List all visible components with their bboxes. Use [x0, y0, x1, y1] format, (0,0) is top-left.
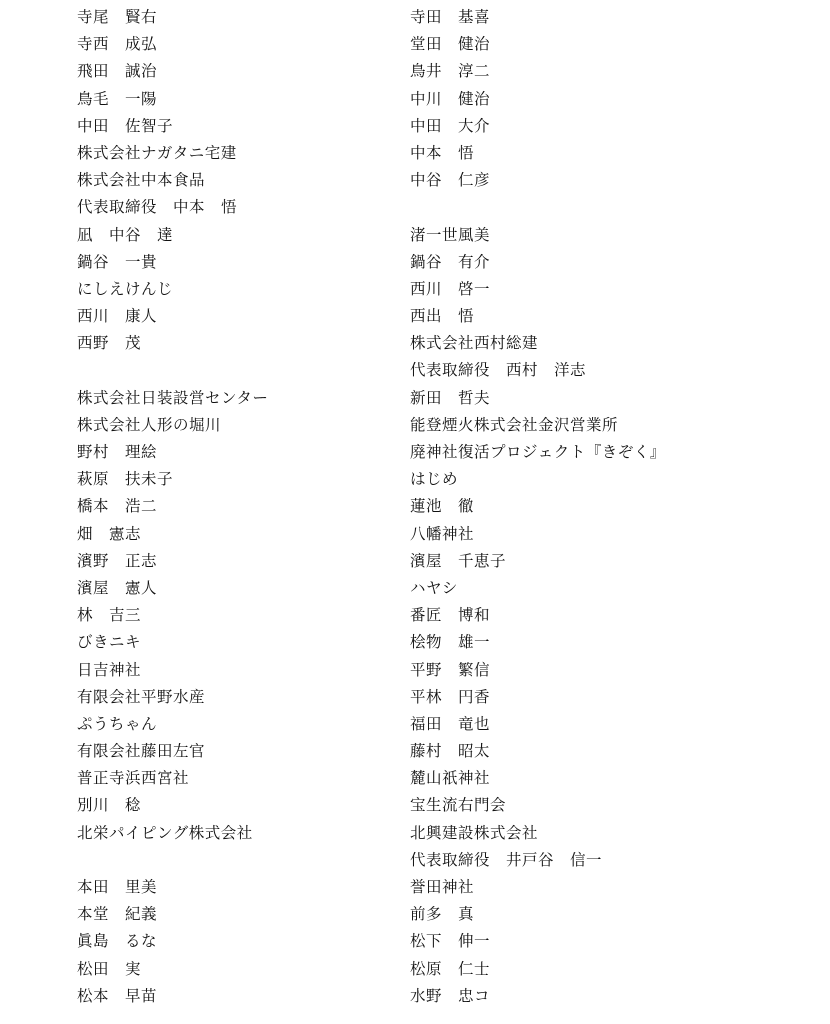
- name-entry: 西川 康人: [77, 307, 158, 326]
- name-entry: 橋本 浩二: [77, 497, 158, 516]
- name-entry: 松原 仁士: [410, 959, 491, 978]
- right-name-column: [410, 4, 770, 1010]
- name-entry: 桧物 雄一: [410, 633, 491, 652]
- name-entry: 本田 里美: [77, 878, 158, 896]
- name-entry: 平林 円香: [410, 687, 491, 706]
- name-entry: 中川 健治: [410, 89, 491, 108]
- name-entry: 松本 早苗: [77, 986, 158, 1005]
- name-entry: 有限会社平野水産: [77, 687, 206, 706]
- name-entry: 代表取締役 西村 洋志: [410, 361, 587, 380]
- name-entry: 廃神社復活プロジェクト『きぞく』: [410, 443, 666, 461]
- name-entry: 西野 茂: [77, 334, 142, 353]
- name-entry: はじめ: [410, 470, 459, 489]
- name-entry: 株式会社中本食品: [77, 171, 206, 190]
- name-entry: 萩原 扶未子: [77, 470, 174, 489]
- name-entry: 蓮池 徹: [410, 497, 475, 516]
- name-entry: 飛田 誠治: [77, 62, 158, 81]
- name-entry: 北興建設株式会社: [410, 823, 539, 842]
- name-entry: 中本 悟: [410, 143, 475, 162]
- name-entry: 福田 竜也: [410, 714, 491, 733]
- name-entry: 西出 悟: [410, 307, 475, 326]
- name-entry: 普正寺浜西宮社: [77, 769, 190, 788]
- name-entry: 宝生流右門会: [410, 796, 507, 815]
- name-entry: 鳥毛 一陽: [77, 89, 158, 108]
- name-entry: 鳥井 淳二: [410, 62, 491, 81]
- name-entry: びきニキ: [77, 633, 142, 652]
- name-entry: 別川 稔: [77, 796, 142, 815]
- name-entry: 有限会社藤田左官: [77, 742, 206, 761]
- name-entry: [77, 847, 437, 874]
- name-entry: 眞島 るな: [77, 932, 158, 951]
- name-entry: 西川 啓一: [410, 279, 491, 298]
- name-entry: 麓山祇神社: [410, 769, 491, 788]
- name-entry: 凪 中谷 達: [77, 225, 174, 244]
- name-entry: 代表取締役 中本 悟: [77, 198, 238, 217]
- name-entry: 番匠 博和: [410, 606, 491, 625]
- name-entry: 堂田 健治: [410, 35, 491, 54]
- name-entry: 藤村 昭太: [410, 742, 491, 761]
- name-entry: 本堂 紀義: [77, 905, 158, 924]
- name-entry: 北栄パイピング株式会社: [77, 823, 253, 842]
- name-entry: 野村 理絵: [77, 443, 158, 461]
- name-entry: 濱屋 憲人: [77, 578, 158, 597]
- name-entry: 代表取締役 井戸谷 信一: [410, 850, 603, 869]
- name-entry: 株式会社人形の堀川: [77, 415, 222, 434]
- name-entry: にしえけんじ: [77, 279, 174, 298]
- name-entry: 鍋谷 一貴: [77, 252, 158, 271]
- name-entry: 中田 大介: [410, 116, 491, 135]
- left-name-column: [77, 4, 437, 1010]
- name-entry: 中田 佐智子: [77, 116, 174, 135]
- name-entry: ぷうちゃん: [77, 714, 158, 733]
- name-entry: 日吉神社: [77, 660, 142, 679]
- name-entry: 平野 繁信: [410, 660, 491, 679]
- name-entry: ハヤシ: [410, 578, 458, 597]
- name-entry: 濱屋 千恵子: [410, 551, 507, 570]
- name-entry: 林 吉三: [77, 606, 142, 625]
- name-entry: 水野 忠コ: [410, 986, 491, 1005]
- name-entry: 誉田神社: [410, 878, 475, 896]
- name-entry: 渚一世風美: [410, 225, 491, 244]
- name-entry: 松田 実: [77, 959, 142, 978]
- name-entry: 寺田 基喜: [410, 8, 491, 26]
- name-entry: 株式会社ナガタニ宅建: [77, 143, 237, 162]
- name-entry: [410, 194, 770, 221]
- name-entry: 新田 哲夫: [410, 388, 491, 407]
- name-entry: 前多 真: [410, 905, 475, 924]
- name-entry: 株式会社西村総建: [410, 334, 539, 353]
- name-entry: 濱野 正志: [77, 551, 158, 570]
- name-entry: 畑 憲志: [77, 524, 142, 543]
- name-entry: 株式会社日装設営センター: [77, 388, 269, 407]
- name-entry: 能登煙火株式会社金沢営業所: [410, 415, 619, 434]
- name-entry: 松下 伸一: [410, 932, 491, 951]
- name-entry: [77, 357, 437, 384]
- name-entry: 寺尾 賢右: [77, 8, 158, 26]
- name-entry: 八幡神社: [410, 524, 475, 543]
- name-entry: 鍋谷 有介: [410, 252, 491, 271]
- name-entry: 寺西 成弘: [77, 35, 158, 54]
- name-entry: 中谷 仁彦: [410, 171, 491, 190]
